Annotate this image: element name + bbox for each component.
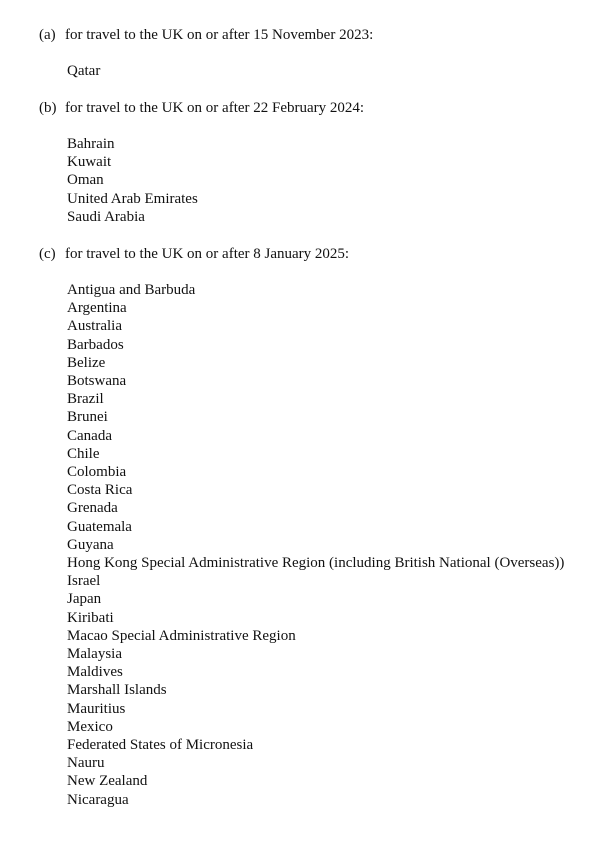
list-item: Mauritius bbox=[67, 700, 126, 717]
list-item: Argentina bbox=[67, 300, 127, 317]
list-item: Bahrain bbox=[67, 136, 115, 152]
list-item: Canada bbox=[67, 427, 112, 444]
list-item: Israel bbox=[67, 573, 101, 590]
section-a-country-list bbox=[67, 62, 567, 80]
list-item: Brunei bbox=[67, 409, 108, 426]
list-item: United Arab Emirates bbox=[67, 190, 198, 207]
section-c-heading-text: for travel to the UK on or after 8 January 2025: bbox=[65, 246, 350, 262]
list-item: Oman bbox=[67, 172, 104, 189]
list-item: Marshall Islands bbox=[67, 682, 167, 699]
list-item: Maldives bbox=[67, 664, 123, 681]
list-item: Kiribati bbox=[67, 609, 114, 626]
section-b-heading bbox=[39, 99, 364, 117]
list-item: Costa Rica bbox=[67, 482, 133, 499]
list-item: Grenada bbox=[67, 500, 118, 517]
list-item: Belize bbox=[67, 354, 106, 371]
list-item: Malaysia bbox=[67, 646, 122, 663]
list-item: Qatar bbox=[67, 63, 101, 79]
list-item: Barbados bbox=[67, 336, 124, 353]
list-item: Brazil bbox=[67, 391, 104, 408]
section-b-marker: (b) bbox=[39, 100, 57, 116]
section-c-heading bbox=[39, 245, 349, 263]
list-item: Hong Kong Special Administrative Region (including British National (Overseas)) bbox=[67, 555, 565, 572]
list-item: Saudi Arabia bbox=[67, 208, 145, 225]
section-a-heading bbox=[39, 26, 373, 44]
list-item: Guyana bbox=[67, 536, 114, 553]
section-a-heading-text: for travel to the UK on or after 15 November 2023: bbox=[65, 27, 374, 43]
list-item: Nauru bbox=[67, 755, 105, 772]
list-item: Mexico bbox=[67, 718, 113, 735]
list-item: Colombia bbox=[67, 464, 127, 481]
list-item: Federated States of Micronesia bbox=[67, 737, 254, 754]
list-item: Kuwait bbox=[67, 154, 112, 171]
section-a-marker: (a) bbox=[39, 27, 56, 43]
list-item: New Zealand bbox=[67, 773, 148, 790]
list-item: Chile bbox=[67, 445, 100, 462]
section-b-heading-text: for travel to the UK on or after 22 February 2024: bbox=[65, 100, 365, 116]
list-item: Japan bbox=[67, 591, 102, 608]
section-b-country-list bbox=[67, 135, 567, 226]
section-c-marker: (c) bbox=[39, 246, 56, 262]
list-item: Nicaragua bbox=[67, 791, 129, 808]
list-item: Macao Special Administrative Region bbox=[67, 627, 296, 644]
list-item: Botswana bbox=[67, 373, 127, 390]
list-item: Australia bbox=[67, 318, 122, 335]
list-item: Antigua and Barbuda bbox=[67, 282, 196, 298]
section-c-country-list bbox=[67, 281, 567, 809]
list-item: Guatemala bbox=[67, 518, 132, 535]
